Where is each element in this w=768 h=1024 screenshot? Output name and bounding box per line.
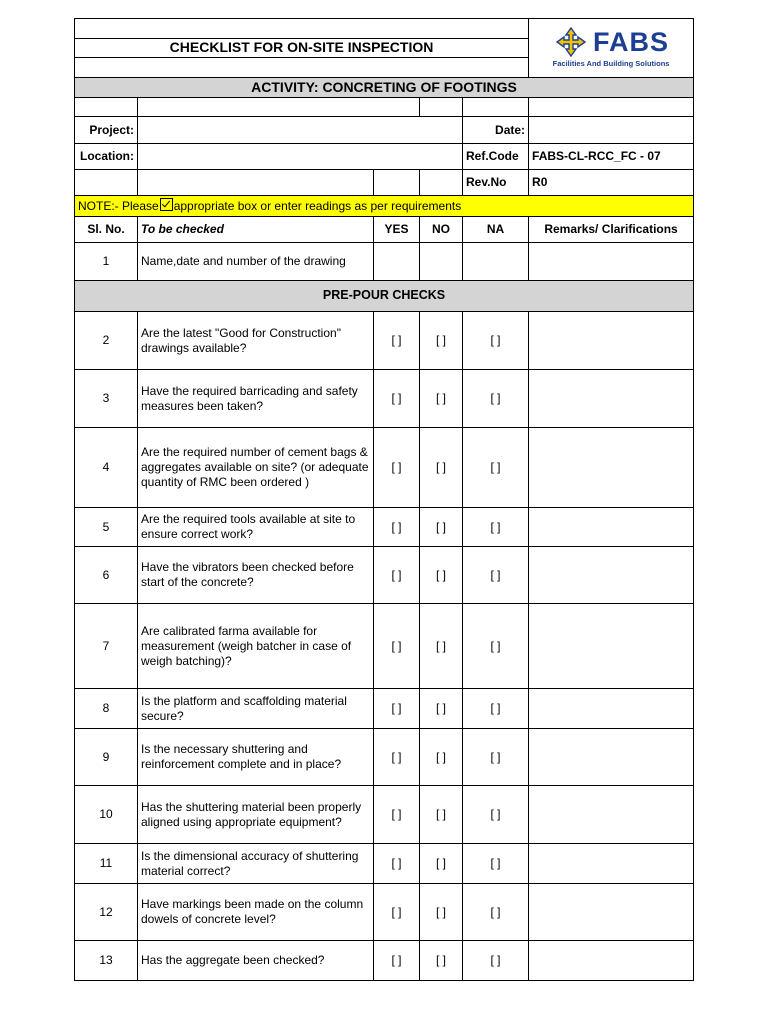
no-checkbox[interactable]: [ ]: [420, 547, 463, 604]
blank-cell: [75, 170, 138, 196]
yes-checkbox[interactable]: [ ]: [374, 604, 420, 689]
na-checkbox[interactable]: [ ]: [463, 508, 529, 547]
table-row: [75, 786, 694, 844]
remarks-cell[interactable]: [529, 312, 694, 370]
table-row: [75, 941, 694, 981]
na-checkbox[interactable]: [ ]: [463, 941, 529, 981]
col-no: NO: [420, 217, 463, 243]
yes-checkbox[interactable]: [ ]: [374, 428, 420, 508]
remarks-cell[interactable]: [529, 941, 694, 981]
location-field[interactable]: [138, 144, 463, 170]
note-row: [75, 196, 694, 217]
no-checkbox[interactable]: [ ]: [420, 428, 463, 508]
checklist-sheet: [74, 18, 693, 981]
no-checkbox[interactable]: [ ]: [420, 729, 463, 786]
remarks-cell[interactable]: [529, 547, 694, 604]
blank-cell: [529, 98, 694, 117]
item-question: Are calibrated farma available for measurement (weigh batcher in case of weigh batching)?: [138, 604, 374, 689]
na-checkbox[interactable]: [ ]: [463, 370, 529, 428]
na-checkbox[interactable]: [ ]: [463, 884, 529, 941]
yes-checkbox[interactable]: [ ]: [374, 884, 420, 941]
note-suffix: appropriate box or enter readings as per requirements: [173, 199, 462, 213]
remarks-cell[interactable]: [529, 370, 694, 428]
fabs-arrows-icon: [553, 27, 589, 57]
no-checkbox[interactable]: [ ]: [420, 786, 463, 844]
item-number: 8: [75, 689, 138, 729]
no-checkbox[interactable]: [ ]: [420, 884, 463, 941]
refcode-value: FABS-CL-RCC_FC - 07: [529, 144, 694, 170]
item-question: Are the required tools available at site to ensure correct work?: [138, 508, 374, 547]
remarks-cell[interactable]: [529, 428, 694, 508]
na-checkbox[interactable]: [ ]: [463, 547, 529, 604]
table-row: [75, 844, 694, 884]
fabs-logo: [529, 19, 694, 78]
col-na: NA: [463, 217, 529, 243]
yes-checkbox[interactable]: [ ]: [374, 312, 420, 370]
yes-checkbox[interactable]: [ ]: [374, 844, 420, 884]
na-checkbox[interactable]: [ ]: [463, 786, 529, 844]
checklist-table: [74, 18, 694, 981]
table-row: [75, 428, 694, 508]
page-title: CHECKLIST FOR ON-SITE INSPECTION: [75, 39, 529, 58]
remarks-cell[interactable]: [529, 844, 694, 884]
remarks-cell[interactable]: [529, 729, 694, 786]
na-checkbox[interactable]: [ ]: [463, 729, 529, 786]
location-label: Location:: [75, 144, 138, 170]
item-number: 4: [75, 428, 138, 508]
revno-value: R0: [529, 170, 694, 196]
no-cell[interactable]: [420, 243, 463, 281]
item-question: Is the dimensional accuracy of shuttering material correct?: [138, 844, 374, 884]
remarks-cell[interactable]: [529, 508, 694, 547]
item-question: Is the platform and scaffolding material secure?: [138, 689, 374, 729]
item-question: Are the required number of cement bags & aggregates available on site? (or adequate quantity of RMC been ordered ): [138, 428, 374, 508]
remarks-cell[interactable]: [529, 689, 694, 729]
table-row: [75, 508, 694, 547]
blank-cell: [420, 98, 463, 117]
item-number: 11: [75, 844, 138, 884]
table-row: [75, 312, 694, 370]
activity-title: ACTIVITY: CONCRETING OF FOOTINGS: [75, 78, 694, 98]
yes-checkbox[interactable]: [ ]: [374, 370, 420, 428]
no-checkbox[interactable]: [ ]: [420, 508, 463, 547]
item-number: 13: [75, 941, 138, 981]
na-cell[interactable]: [463, 243, 529, 281]
na-checkbox[interactable]: [ ]: [463, 844, 529, 884]
no-checkbox[interactable]: [ ]: [420, 370, 463, 428]
col-to-be-checked: To be checked: [138, 217, 374, 243]
table-row: [75, 689, 694, 729]
item-number: 9: [75, 729, 138, 786]
item-question: Have the vibrators been checked before start of the concrete?: [138, 547, 374, 604]
revno-label: Rev.No: [463, 170, 529, 196]
item-number: 2: [75, 312, 138, 370]
yes-checkbox[interactable]: [ ]: [374, 941, 420, 981]
project-label: Project:: [75, 117, 138, 144]
no-checkbox[interactable]: [ ]: [420, 689, 463, 729]
item-question: Has the shuttering material been properly aligned using appropriate equipment?: [138, 786, 374, 844]
yes-checkbox[interactable]: [ ]: [374, 786, 420, 844]
remarks-cell[interactable]: [529, 604, 694, 689]
no-checkbox[interactable]: [ ]: [420, 844, 463, 884]
table-row: [75, 370, 694, 428]
item-question: Is the necessary shuttering and reinforcement complete and in place?: [138, 729, 374, 786]
checkmark-box-icon: [160, 198, 173, 211]
item-question: Have markings been made on the column dowels of concrete level?: [138, 884, 374, 941]
item-number: 10: [75, 786, 138, 844]
item-number: 5: [75, 508, 138, 547]
remarks-cell[interactable]: [529, 786, 694, 844]
yes-cell[interactable]: [374, 243, 420, 281]
table-row: [75, 884, 694, 941]
remarks-cell[interactable]: [529, 884, 694, 941]
blank-row: [75, 19, 529, 39]
yes-checkbox[interactable]: [ ]: [374, 689, 420, 729]
blank-cell: [374, 170, 420, 196]
no-checkbox[interactable]: [ ]: [420, 312, 463, 370]
item-question: Have the required barricading and safety measures been taken?: [138, 370, 374, 428]
col-sl-no: Sl. No.: [75, 217, 138, 243]
remarks-cell[interactable]: [529, 243, 694, 281]
item-number: 12: [75, 884, 138, 941]
blank-cell: [138, 170, 374, 196]
yes-checkbox[interactable]: [ ]: [374, 729, 420, 786]
item-number: 3: [75, 370, 138, 428]
logo-brand: FABS: [593, 27, 670, 58]
na-checkbox[interactable]: [ ]: [463, 689, 529, 729]
section-prepour: PRE-POUR CHECKS: [75, 281, 694, 312]
note-prefix: NOTE:- Please: [78, 199, 159, 213]
blank-cell: [420, 170, 463, 196]
table-row: [75, 243, 694, 281]
project-field[interactable]: [138, 117, 463, 144]
logo-tagline: Facilities And Building Solutions: [552, 59, 670, 69]
na-checkbox[interactable]: [ ]: [463, 604, 529, 689]
refcode-label: Ref.Code: [463, 144, 529, 170]
na-checkbox[interactable]: [ ]: [463, 428, 529, 508]
blank-cell: [75, 98, 138, 117]
item-number: 1: [75, 243, 138, 281]
yes-checkbox[interactable]: [ ]: [374, 547, 420, 604]
item-question: Has the aggregate been checked?: [138, 941, 374, 981]
blank-row: [75, 58, 529, 78]
date-field[interactable]: [529, 117, 694, 144]
item-question: Name,date and number of the drawing: [138, 243, 374, 281]
no-checkbox[interactable]: [ ]: [420, 604, 463, 689]
col-yes: YES: [374, 217, 420, 243]
item-question: Are the latest "Good for Construction" drawings available?: [138, 312, 374, 370]
table-row: [75, 729, 694, 786]
col-remarks: Remarks/ Clarifications: [529, 217, 694, 243]
blank-cell: [138, 98, 420, 117]
na-checkbox[interactable]: [ ]: [463, 312, 529, 370]
no-checkbox[interactable]: [ ]: [420, 941, 463, 981]
yes-checkbox[interactable]: [ ]: [374, 508, 420, 547]
table-row: [75, 547, 694, 604]
item-number: 6: [75, 547, 138, 604]
blank-cell: [463, 98, 529, 117]
item-number: 7: [75, 604, 138, 689]
table-row: [75, 604, 694, 689]
date-label: Date:: [463, 117, 529, 144]
